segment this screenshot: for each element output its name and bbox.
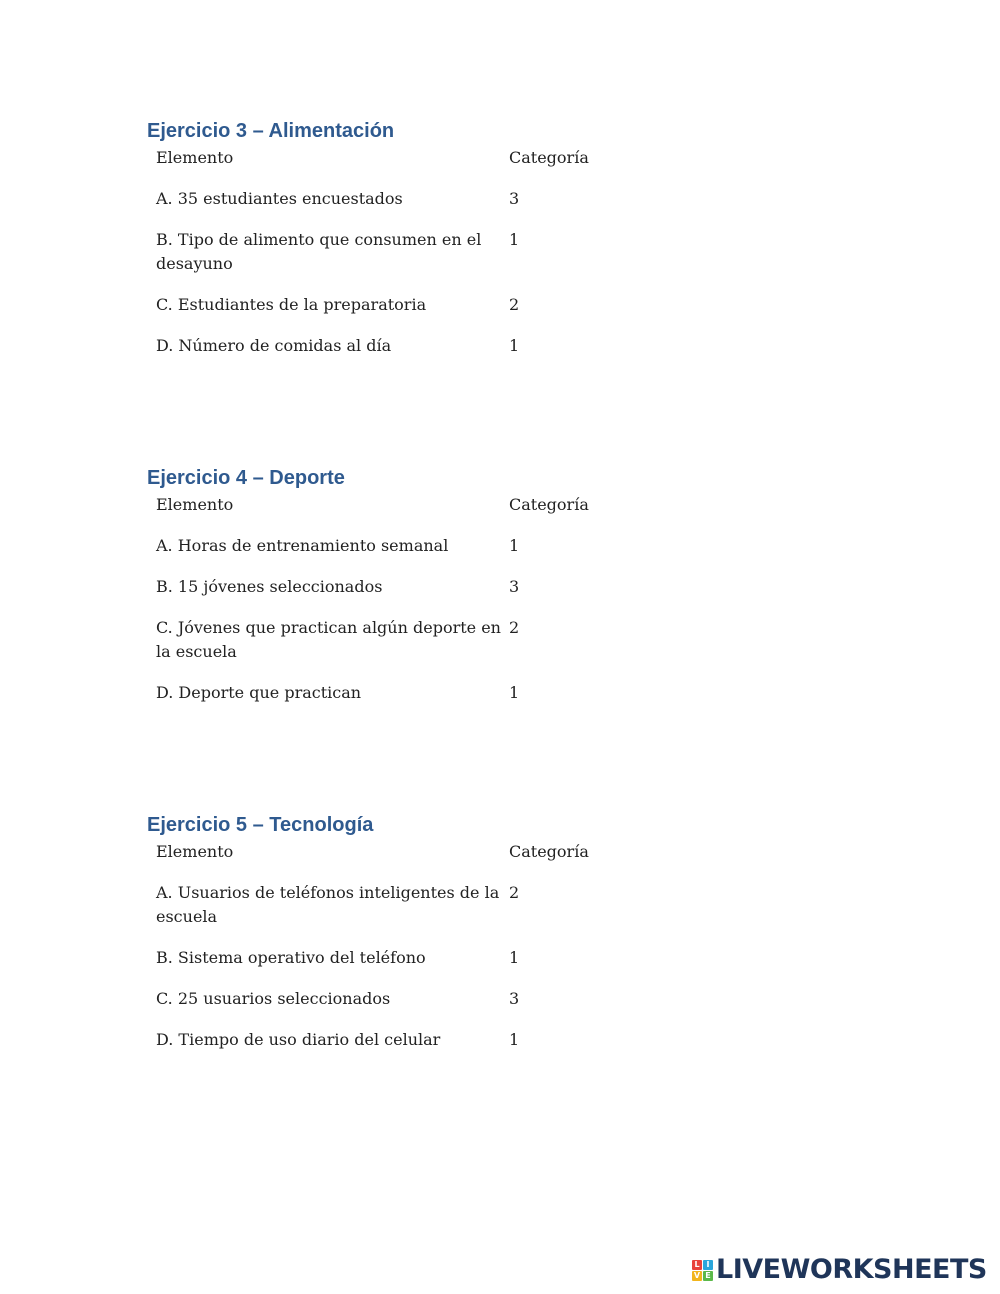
- exercise-title: Ejercicio 5 – Tecnología: [147, 814, 374, 836]
- table-row: [156, 881, 629, 946]
- row-element: A. Usuarios de teléfonos inteligentes de la escuela: [156, 883, 500, 926]
- table-row: [156, 293, 629, 334]
- table-header-row: [156, 840, 629, 881]
- row-category: 2: [509, 883, 520, 902]
- row-element: B. Tipo de alimento que consumen en el desayuno: [156, 230, 482, 273]
- row-element: A. Horas de entrenamiento semanal: [156, 536, 449, 555]
- header-category: Categoría: [509, 148, 589, 167]
- row-element: C. 25 usuarios seleccionados: [156, 989, 391, 1008]
- row-category: 3: [509, 189, 520, 208]
- row-category: 1: [509, 336, 520, 355]
- row-category: 1: [509, 536, 520, 555]
- header-category: Categoría: [509, 495, 589, 514]
- table-header-row: [156, 146, 629, 187]
- exercise-table: [156, 840, 629, 1069]
- logo-text: LIVEWORKSHEETS: [716, 1254, 987, 1285]
- row-category: 1: [509, 948, 520, 967]
- row-category: 3: [509, 577, 520, 596]
- table-row: [156, 334, 629, 375]
- row-element: D. Tiempo de uso diario del celular: [156, 1030, 441, 1049]
- logo-letter-i: I: [703, 1260, 713, 1270]
- row-category: 1: [509, 1030, 520, 1049]
- row-element: D. Número de comidas al día: [156, 336, 392, 355]
- logo-letter-l: L: [692, 1260, 702, 1270]
- logo-letter-v: V: [693, 1270, 701, 1280]
- row-element: B. 15 jóvenes seleccionados: [156, 577, 383, 596]
- row-category: 2: [509, 618, 520, 637]
- exercise-table: [156, 146, 629, 375]
- row-element: B. Sistema operativo del teléfono: [156, 948, 426, 967]
- table-row: [156, 946, 629, 987]
- logo-mark-icon: [692, 1260, 713, 1281]
- header-element: Elemento: [156, 842, 234, 861]
- table-row: [156, 1028, 629, 1069]
- exercise-table: [156, 493, 629, 722]
- table-row: [156, 187, 629, 228]
- table-row: [156, 534, 629, 575]
- exercise-title: Ejercicio 3 – Alimentación: [147, 120, 395, 142]
- row-category: 2: [509, 295, 520, 314]
- header-category: Categoría: [509, 842, 589, 861]
- table-row: [156, 987, 629, 1028]
- row-element: C. Estudiantes de la preparatoria: [156, 295, 427, 314]
- row-category: 1: [509, 230, 520, 249]
- exercise-title: Ejercicio 4 – Deporte: [147, 467, 345, 489]
- row-element: C. Jóvenes que practican algún deporte en la escuela: [156, 618, 501, 661]
- header-element: Elemento: [156, 495, 234, 514]
- row-element: D. Deporte que practican: [156, 683, 362, 702]
- table-header-row: [156, 493, 629, 534]
- exercise-5: [147, 812, 667, 1069]
- exercise-4: [147, 465, 667, 722]
- row-element: A. 35 estudiantes encuestados: [156, 189, 403, 208]
- exercise-3: [147, 118, 667, 375]
- liveworksheets-logo: [692, 1256, 987, 1284]
- header-element: Elemento: [156, 148, 234, 167]
- row-category: 1: [509, 683, 520, 702]
- table-row: [156, 575, 629, 616]
- row-category: 3: [509, 989, 520, 1008]
- table-row: [156, 616, 629, 681]
- table-row: [156, 228, 629, 293]
- table-row: [156, 681, 629, 722]
- logo-letter-e: E: [703, 1271, 713, 1281]
